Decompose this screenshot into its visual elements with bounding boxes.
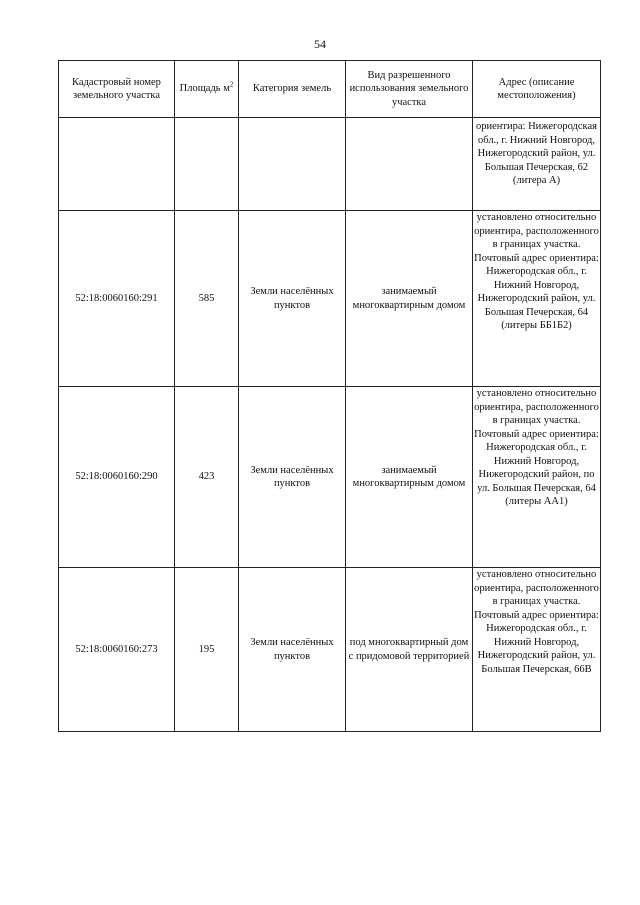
page-number: 54 bbox=[314, 37, 326, 51]
header-area-label: Площадь м bbox=[179, 83, 230, 95]
table-header-row bbox=[59, 61, 601, 118]
cell-cadastral bbox=[59, 118, 175, 211]
table-row bbox=[59, 211, 601, 387]
cell-permitted-use: занимаемый многоквартирным домом bbox=[346, 387, 473, 568]
cell-permitted-use: занимаемый многоквартирным домом bbox=[346, 211, 473, 387]
cell-cadastral: 52:18:0060160:290 bbox=[59, 387, 175, 568]
cell-permitted-use: под многоквартирный дом с придомовой территорией bbox=[346, 568, 473, 732]
header-address: Адрес (описание местоположения) bbox=[473, 61, 601, 118]
cell-address: ориентира: Нижегородская обл., г. Нижний Новгород, Нижегородский район, ул. Большая Печерская, 62 (литера А) bbox=[473, 118, 601, 211]
cell-cadastral: 52:18:0060160:291 bbox=[59, 211, 175, 387]
cell-permitted-use bbox=[346, 118, 473, 211]
table-row bbox=[59, 118, 601, 211]
land-plots-table bbox=[58, 60, 601, 732]
cell-address: установлено относительно ориентира, расположенного в границах участка. Почтовый адрес ориентира: Нижегородская обл., г. Нижний Новгород, Нижегородский район, ул. Большая Печерская, 64 (литеры ББ1Б2) bbox=[473, 211, 601, 387]
header-permitted-use: Вид разрешенного использования земельного участка bbox=[346, 61, 473, 118]
cell-category bbox=[239, 118, 346, 211]
cell-area: 585 bbox=[175, 211, 239, 387]
cell-area: 423 bbox=[175, 387, 239, 568]
cell-address: установлено относительно ориентира, расположенного в границах участка. Почтовый адрес ориентира: Нижегородская обл., г. Нижний Новгород, Нижегородский район, по ул. Большая Печерская, 64 (литеры АА1) bbox=[473, 387, 601, 568]
cell-address: установлено относительно ориентира, расположенного в границах участка. Почтовый адрес ориентира: Нижегородская обл., г. Нижний Новгород, Нижегородский район, ул. Большая Печерская, 66В bbox=[473, 568, 601, 732]
cell-cadastral: 52:18:0060160:273 bbox=[59, 568, 175, 732]
cell-category: Земли населённых пунктов bbox=[239, 568, 346, 732]
table-row bbox=[59, 387, 601, 568]
cell-area bbox=[175, 118, 239, 211]
header-area bbox=[175, 61, 239, 118]
header-area-superscript: 2 bbox=[229, 80, 234, 89]
cell-category: Земли населённых пунктов bbox=[239, 211, 346, 387]
table-row bbox=[59, 568, 601, 732]
cell-category: Земли населённых пунктов bbox=[239, 387, 346, 568]
header-cadastral: Кадастровый номер земельного участка bbox=[59, 61, 175, 118]
cell-area: 195 bbox=[175, 568, 239, 732]
header-category: Категория земель bbox=[239, 61, 346, 118]
